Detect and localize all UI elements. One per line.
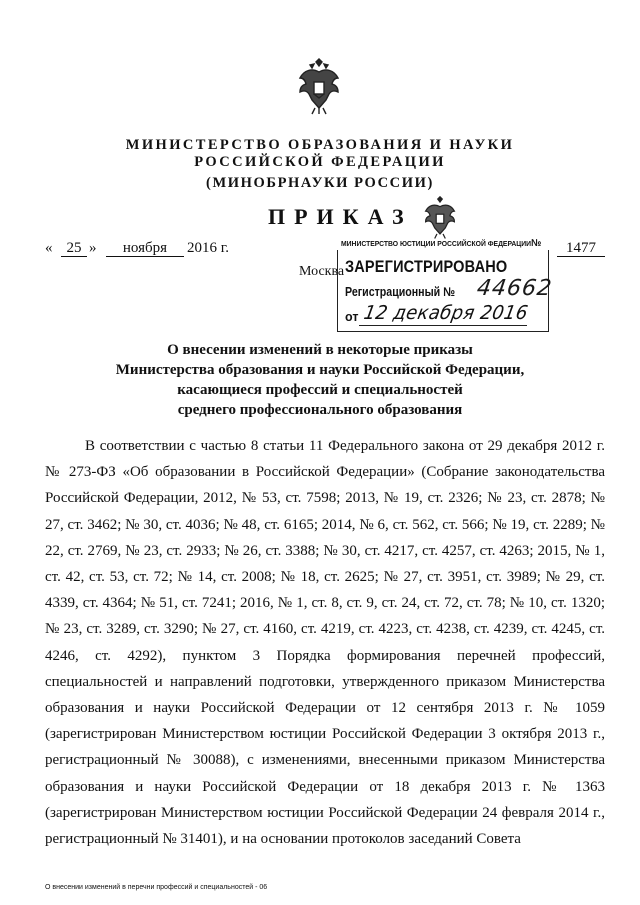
stamp-organization	[341, 238, 541, 249]
stamp-title: ЗАРЕГИСТРИРОВАНО	[345, 258, 508, 276]
stamp-reg-label: Регистрационный №	[345, 285, 455, 299]
date-quote-close: »	[89, 240, 97, 256]
stamp-date-underline	[359, 325, 527, 326]
order-subject	[0, 340, 640, 420]
ministry-name-line2: РОССИЙСКОЙ ФЕДЕРАЦИИ	[194, 154, 446, 170]
stamp-from-label: от	[345, 310, 359, 324]
subject-line4: среднего профессионального образования	[177, 402, 463, 418]
body-paragraph: В соответствии с частью 8 статьи 11 Федерального закона от 29 декабря 2012 г. № 273-ФЗ «Об образовании в Российской Федерации» (Собрание законодательства Российской Федерации, 2012, № 53, ст. 7598; 2013, № 19, ст. 2326; № 23, ст. 2878; № 27, ст. 3462; № 30, ст. 4036; № 48, ст. 6165; 2014, № 6, ст. 562, ст. 566; № 19, ст. 2289; № 22, ст. 2769, № 23, ст. 2933; № 26, ст. 3388; № 30, ст. 4217, ст. 4257, ст. 4263; 2015, № 1, ст. 42, ст. 53, ст. 72; № 14, ст. 2008; № 18, ст. 2625; № 27, ст. 3951, ст. 3989; № 29, ст. 4339, ст. 4364; № 51, ст. 7241; 2016, № 1, ст. 8, ст. 9, ст. 24, ст. 72, ст. 78; № 10, ст. 1320; № 23, ст. 3289, ст. 3290; № 27, ст. 4160, ст. 4219, ст. 4223, ст. 4238, ст. 4239, ст. 4245, ст. 4246, ст. 4292), пунктом 3 Порядка формирования перечней профессий, специальностей и направлений подготовки, утвержденного приказом Министерства образования и науки Российской Федерации от 12 сентября 2013 г. № 1059 (зарегистрирован Министерством юстиции Российской Федерации 3 октября 2013 г., регистрационный № 30088), с изменениями, внесенными приказом Министерства образования и науки Российской Федерации от 18 декабря 2013 г. № 1363 (зарегистрирован Министерством юстиции Российской Федерации 24 февраля 2014 г., регистрационный № 31401), и на основании протоколов заседаний Совета	[45, 438, 605, 848]
stamp-number-sign: №	[531, 238, 542, 249]
order-number: 1477	[557, 240, 605, 257]
subject-line1: О внесении изменений в некоторые приказы	[167, 342, 473, 358]
order-day: 25	[61, 240, 87, 257]
subject-line2: Министерства образования и науки Российской Федерации,	[115, 362, 525, 378]
stamp-organization-text: МИНИСТЕРСТВО ЮСТИЦИИ РОССИЙСКОЙ ФЕДЕРАЦИИ	[341, 239, 532, 248]
order-year: 2016 г.	[187, 240, 229, 256]
russian-coat-of-arms-icon	[298, 58, 340, 116]
order-body	[45, 433, 605, 852]
stamp-reg-number: 44662	[475, 276, 554, 301]
registration-stamp	[337, 196, 577, 336]
order-month: ноября	[106, 240, 184, 257]
order-title: ПРИКАЗ	[268, 204, 413, 229]
stamp-reg-date: 12 декабря 2016	[362, 302, 530, 324]
order-city: Москва	[299, 264, 345, 279]
page-footer: О внесении изменений в перечни профессий и специальностей - 06	[45, 884, 268, 891]
ministry-short-name: (МИНОБРНАУКИ РОССИИ)	[206, 175, 434, 191]
date-quote-open: «	[45, 240, 53, 256]
russian-coat-of-arms-icon	[423, 196, 457, 240]
subject-line3: касающиеся профессий и специальностей	[177, 382, 463, 398]
ministry-name-line1: МИНИСТЕРСТВО ОБРАЗОВАНИЯ И НАУКИ	[125, 137, 515, 153]
